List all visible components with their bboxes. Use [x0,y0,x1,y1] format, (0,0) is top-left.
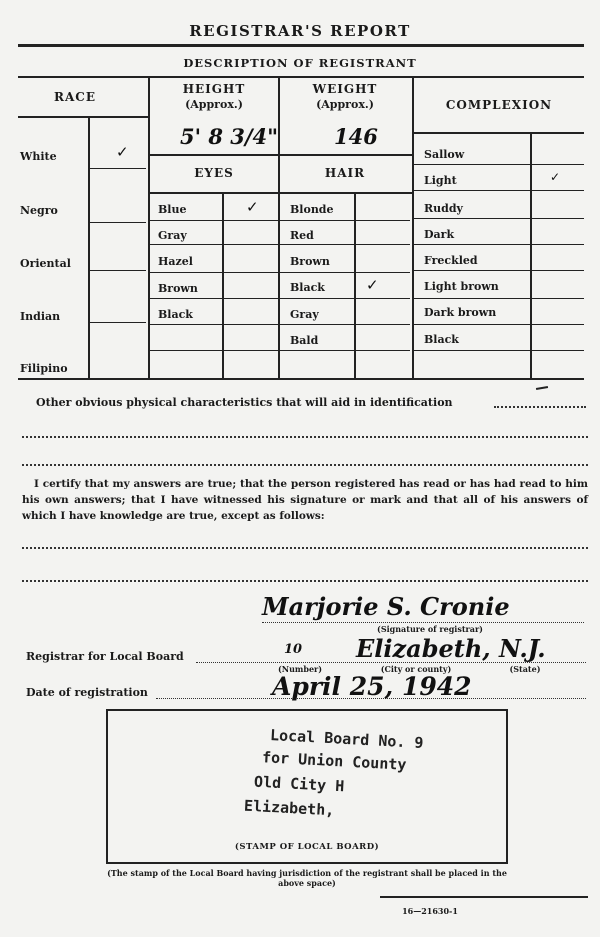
eyes-black: Black [158,308,193,321]
registrar-signature: Marjorie S. Cronie [262,592,510,621]
race-header: RACE [54,90,96,104]
form-number: 16—21630-1 [402,906,458,916]
stamp-footnote: (The stamp of the Local Board having jurisdiction of the registrant shall be placed in the above space) [107,868,507,888]
dotted-line [22,547,588,549]
complexion-row-rule [414,298,584,299]
race-header-rule [18,116,148,118]
complexion-row-rule [414,270,584,271]
complexion-ruddy: Ruddy [424,202,463,215]
local-board-city: Elizabeth, N.J. [356,634,546,663]
local-board-number: 10 [284,642,303,657]
hair-red: Red [290,229,314,242]
date-value: April 25, 1942 [272,672,472,701]
hair-blonde: Blonde [290,203,334,216]
dotted-line [22,436,588,438]
eyes-hazel: Hazel [158,255,193,268]
table-bottom-rule [18,378,584,380]
hair-header: HAIR [324,166,366,180]
height-weight-rule [148,154,412,156]
dotted-line [494,406,586,408]
hair-black-check: ✓ [366,276,379,294]
certification-text: I certify that my answers are true; that the person registered has read or has had read to him his own answers; that I have witnessed his signature or mark and that all of his answers of which I have knowledge are true, except as follows: [22,478,588,522]
stamp-line-4: Elizabeth, [243,796,335,820]
eyes-hair-row-rule [150,272,410,273]
complexion-row-rule [414,350,584,351]
complexion-header-rule [412,132,584,134]
signature-caption: (Signature of registrar) [377,624,483,634]
complexion-row-rule [414,190,584,191]
eyes-hair-row-rule [150,324,410,325]
height-sub: (Approx.) [185,98,243,111]
eyes-hair-row-rule [150,244,410,245]
stamp-caption: (STAMP OF LOCAL BOARD) [234,842,380,852]
race-row-rule [90,270,146,271]
complexion-black: Black [424,333,459,346]
signature-line [262,622,584,623]
race-filipino: Filipino [20,362,68,375]
race-row-rule [90,168,146,169]
section-subtitle: DESCRIPTION OF REGISTRANT [183,56,417,70]
weight-value: 146 [334,124,378,149]
complexion-dark-brown: Dark brown [424,306,497,319]
complexion-light: Light [424,174,457,187]
hair-gray: Gray [290,308,319,321]
stamp-line-1: Local Board No. 9 [269,725,424,753]
complexion-sallow: Sallow [424,148,465,161]
form-title: REGISTRAR'S REPORT [189,22,411,40]
complexion-freckled: Freckled [424,254,478,267]
weight-sub: (Approx.) [316,98,374,111]
eyes-hair-row-rule [150,350,410,351]
eyes-brown: Brown [158,282,198,295]
title-rule [18,44,584,47]
complexion-row-rule [414,164,584,165]
complexion-row-rule [414,244,584,245]
eyes-hair-row-rule [150,298,410,299]
dotted-line [22,580,588,582]
weight-header: WEIGHT [312,82,378,96]
race-white: White [20,150,57,163]
eyes-hair-header-rule [148,192,412,194]
race-negro: Negro [20,204,58,217]
stamp-line-2: for Union County [261,748,407,774]
dotted-line [22,464,588,466]
race-oriental: Oriental [20,257,71,270]
stamp-line-3: Old City H [253,772,345,796]
hair-brown: Brown [290,255,330,268]
dash-mark [536,386,548,390]
state-caption: (State) [509,664,541,674]
hair-black: Black [290,281,325,294]
complexion-check-divider [530,134,532,378]
height-value: 5' 8 3/4" [180,124,279,149]
race-indian: Indian [20,310,61,323]
race-row-rule [90,322,146,323]
eyes-blue: Blue [158,203,187,216]
footer-rule [380,896,588,898]
eyes-header: EYES [194,166,234,180]
race-check-divider [88,116,90,378]
hair-bald: Bald [290,334,319,347]
col-divider-weight [412,76,414,378]
height-header: HEIGHT [182,82,246,96]
number-caption: (Number) [277,664,323,674]
complexion-light-check: ✓ [550,170,561,184]
complexion-header: COMPLEXION [445,98,553,112]
table-top-rule [18,76,584,78]
race-row-rule [90,222,146,223]
complexion-row-rule [414,324,584,325]
date-label: Date of registration [26,686,148,699]
eyes-hair-row-rule [150,220,410,221]
complexion-row-rule [414,218,584,219]
eyes-blue-check: ✓ [246,198,259,216]
col-divider-height [278,76,280,378]
city-caption: (City or county) [380,664,452,674]
local-board-label: Registrar for Local Board [26,650,184,663]
complexion-dark: Dark [424,228,455,241]
other-characteristics-label: Other obvious physical characteristics that will aid in identification [36,396,453,409]
col-divider-race [148,76,150,378]
eyes-gray: Gray [158,229,187,242]
complexion-light-brown: Light brown [424,280,499,293]
race-white-check: ✓ [116,143,129,161]
